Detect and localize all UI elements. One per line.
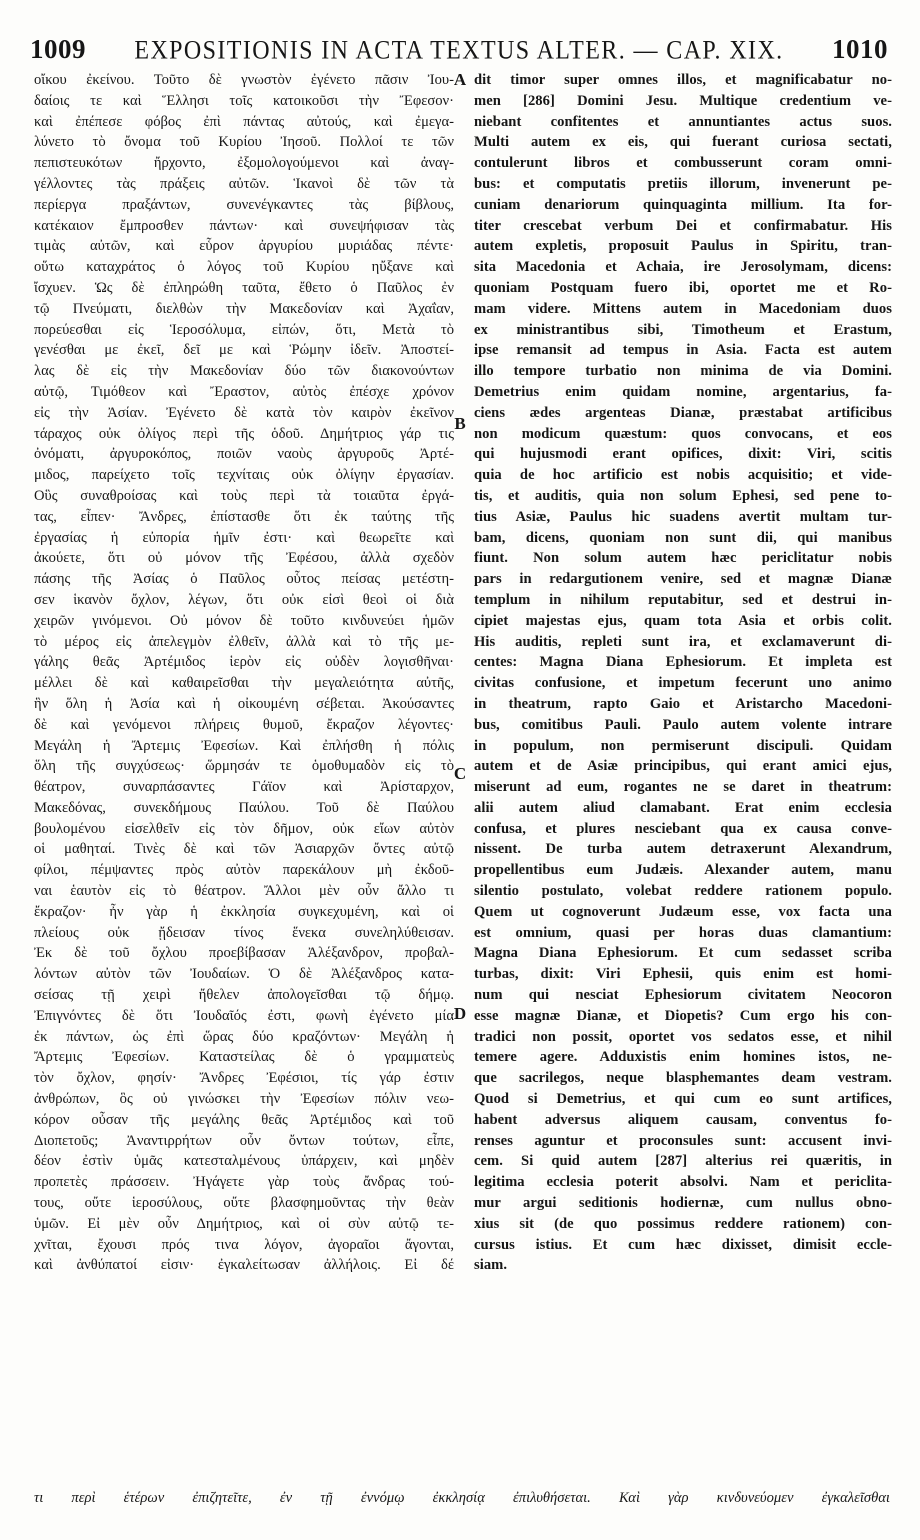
latin-text-line: num qui nesciat Ephesiorum civitatem Neocoron — [474, 987, 892, 1004]
greek-text-line: πεπιστευκότων ἤρχοντο, ἐξομολογούμενοι καὶ ἀναγ- — [34, 155, 454, 172]
latin-text-line: ex ministrantibus sibi, Timotheum et Erastum, — [474, 321, 892, 338]
latin-text-line: dit timor super omnes illos, et magnificabatur no- — [474, 72, 892, 88]
latin-text-line: bam, dicens, quoniam non sunt dii, qui manibus — [474, 529, 892, 546]
greek-text-line: φίλοι, πέμψαντες πρὸς αὐτὸν παρεκάλουν μὴ ἐκδοῦ- — [34, 862, 454, 879]
running-head — [30, 34, 888, 70]
greek-text-line: ἀκούετε, ὅτι οὐ μόνον τῆς Ἐφέσου, ἀλλὰ σχεδὸν — [34, 550, 454, 567]
greek-text-line: ὀνόματι, ἀργυροκόπος, ποιῶν ναοὺς ἀργυροῦς Ἀρτέ- — [34, 446, 454, 463]
greek-text-column — [34, 70, 454, 1276]
latin-text-line: autem expletis, proposuit Paulus in Spiritu, tran- — [474, 238, 892, 255]
greek-text-line: εἰς τὴν Ἀσίαν. Ἐγένετο δὲ κατὰ τὸν καιρὸν ἐκεῖνον — [34, 404, 454, 421]
greek-text-line: τὸ μέρος εἰς ἀπελεγμὸν ἐλθεῖν, ἀλλὰ καὶ τὸ τῆς με- — [34, 633, 454, 650]
latin-text-line: Quod si Demetrius, et qui cum eo sunt artifices, — [474, 1091, 892, 1108]
latin-text-line: bus: et computatis pretiis illorum, invenerunt pe- — [474, 175, 892, 192]
greek-text-line: ὑμῶν. Εἰ μὲν οὖν Δημήτριος, καὶ οἱ σὺν αὐτῷ τε- — [34, 1215, 454, 1232]
latin-text-line: renses aguntur et proconsules sunt: accusent invi- — [474, 1132, 892, 1149]
right-page-number: 1010 — [831, 34, 888, 64]
greek-text-line: λόντων αὐτὸν τῶν Ἰουδαίων. Ὁ δὲ Ἀλέξανδρος κατα- — [34, 966, 454, 983]
latin-text-line: xius sit (de quo possimus reddere rationem) con- — [474, 1215, 892, 1232]
latin-text-line: sita Macedonia et Achaia, ire Jerosolymam, dicens: — [474, 259, 892, 276]
left-page-number: 1009 — [30, 34, 86, 64]
greek-text-line: οὕτω καταχράτος ὁ λόγος τοῦ Κυρίου ηὔξανε καὶ — [34, 259, 454, 276]
footer-greek-line: τι περὶ ἑτέρων ἐπιζητεῖτε, ἐν τῇ ἐννόμῳ ἐκκλησίᾳ ἐπιλυθήσεται. Καὶ γὰρ κινδυνεύομεν ἐγκαλεῖσθαι — [34, 1490, 890, 1506]
latin-text-line: temere agere. Adduxistis enim homines istos, ne- — [474, 1049, 892, 1066]
greek-text-line: Οὓς συναθροίσας καὶ τοὺς περὶ τὰ τοιαῦτα ἐργά- — [34, 487, 454, 504]
latin-text-line: quia de hoc artificio est nobis acquisitio; et vide- — [474, 467, 892, 484]
latin-text-line: pars in redargutionem venire, sed et magnæ Dianæ — [474, 571, 892, 588]
greek-text-line: ἣν ὅλη ἡ Ἀσία καὶ ἡ οἰκουμένη σέβεται. Ἀκούσαντες — [34, 695, 454, 712]
latin-text-line: His auditis, repleti sunt ira, et exclamaverunt di- — [474, 633, 892, 650]
latin-text-line: Quem ut cognoverunt Judæum esse, vox facta una — [474, 903, 892, 920]
latin-text-line: tradici non possit, oportet vos sedatos esse, et nihil — [474, 1028, 892, 1045]
latin-text-line: quoniam Postquam fuero ibi, oportet me et Ro- — [474, 279, 892, 296]
latin-text-line: qui hujusmodi erant opifices, dixit: Viri, scitis — [474, 446, 892, 463]
greek-text-line: Ἐκ δὲ τοῦ ὄχλου προεβίβασαν Ἀλέξανδρον, προβαλ- — [34, 945, 454, 962]
greek-text-line: γενέσθαι με ἐκεῖ, δεῖ με καὶ Ῥώμην ἰδεῖν. Ἀποστεί- — [34, 342, 454, 359]
greek-text-line: γέλλοντες τὰς πράξεις αὐτῶν. Ἱκανοὶ δὲ τῶν τὰ — [34, 175, 454, 192]
greek-text-line: ὅλη τῆς συγχύσεως· ὥρμησάν τε ὁμοθυμαδὸν εἰς τὸ — [34, 758, 454, 775]
latin-text-line: in theatrum, rapto Gaio et Aristarcho Macedoni- — [474, 695, 892, 712]
latin-text-line: ipse remansit ad tempus in Asia. Facta est autem — [474, 342, 892, 359]
latin-text-line: Magna Diana Ephesiorum. Et cum sedasset scriba — [474, 945, 892, 962]
greek-text-line: τῷ Πνεύματι, διελθὼν τὴν Μακεδονίαν καὶ Ἀχαΐαν, — [34, 300, 454, 317]
latin-text-line: autem et de Asiæ principibus, qui erant amici ejus, — [474, 758, 892, 775]
greek-text-line: πλείους οὐκ ᾔδεισαν τίνος ἕνεκα συνεληλύθεισαν. — [34, 924, 454, 941]
greek-text-line: δέον ἐστὶν ὑμᾶς κατεσταλμένους ὑπάρχειν, καὶ μηδὲν — [34, 1153, 454, 1170]
greek-text-line: δαίοις τε καὶ Ἕλλησι τοῖς κατοικοῦσι τὴν Ἔφεσον· — [34, 92, 454, 109]
latin-text-column — [474, 70, 892, 1276]
greek-text-line: Μεγάλη ἡ Ἄρτεμις Ἐφεσίων. Καὶ ἐπλήσθη ἡ πόλις — [34, 737, 454, 754]
greek-text-line: ἴσχυεν. Ὡς δὲ ἐπληρώθη ταῦτα, ἔθετο ὁ Παῦλος ἐν — [34, 279, 454, 296]
latin-text-line: silentio postulato, volebat reddere rationem populo. — [474, 883, 892, 900]
latin-text-line: propellentibus eum Judæis. Alexander autem, manu — [474, 862, 892, 879]
greek-text-line: αὐτῷ, Τιμόθεον καὶ Ἔραστον, αὐτὸς ἐπέσχε χρόνον — [34, 383, 454, 400]
latin-text-line: titer crescebat verbum Dei et confirmabatur. His — [474, 217, 892, 234]
latin-text-line: legitima ecclesia poterit absolvi. Nam et periclita- — [474, 1174, 892, 1191]
greek-text-line: τας, εἶπεν· Ἄνδρες, ἐπίστασθε ὅτι ἐκ ταύτης τῆς — [34, 508, 454, 525]
section-marker-b: B — [454, 414, 466, 433]
section-marker-c: C — [453, 764, 467, 783]
greek-text-line: Μακεδόνας, συνεκδήμους Παύλου. Τοῦ δὲ Παύλου — [34, 799, 454, 816]
greek-text-line: προπετὲς πράσσειν. Ἠγάγετε γὰρ τοὺς ἄνδρας τού- — [34, 1174, 454, 1191]
latin-text-line: Demetrius enim quidam nomine, argentarius, fa- — [474, 383, 892, 400]
latin-text-line: tius Asiæ, Paulus hic suadens avertit multam tur- — [474, 508, 892, 525]
latin-text-line: niebant confitentes et annuntiantes actus suos. — [474, 113, 892, 130]
greek-text-line: περίεργα πραξάντων, συνενέγκαντες τὰς βίβλους, — [34, 196, 454, 213]
greek-text-line: ἔκραζον· ἦν γὰρ ἡ ἐκκλησία συγκεχυμένη, καὶ οἱ — [34, 903, 454, 920]
latin-text-line: cursus istius. Et cum hæc dixisset, dimisit eccle- — [474, 1236, 892, 1253]
greek-text-line: γάλης θεᾶς Ἀρτέμιδος ἱερὸν εἰς οὐδὲν λογισθῆναι· — [34, 654, 454, 671]
latin-text-line: cuniam denariorum quinquaginta millium. Ita for- — [474, 196, 892, 213]
latin-text-line: fiunt. Non solum autem hæc periclitatur nobis — [474, 550, 892, 567]
section-marker-a: A — [453, 70, 467, 89]
greek-text-line: τὸν ὄχλον, φησίν· Ἄνδρες Ἐφέσιοι, τίς γάρ ἐστιν — [34, 1070, 454, 1087]
greek-text-line: χειρῶν γινόμενοι. Οὐ μόνον δὲ τοῦτο κινδυνεύει ἡμῶν — [34, 612, 454, 629]
greek-text-line: τιμὰς αὐτῶν, καὶ εὗρον ἀργυρίου μυριάδας πέντε· — [34, 238, 454, 255]
latin-text-line: nissent. De turba autem detraxerunt Alexandrum, — [474, 841, 892, 858]
latin-text-line: que sacrilegos, neque blasphemantes deam vestram. — [474, 1070, 892, 1087]
greek-text-line: θέατρον, συναρπάσαντες Γάϊον καὶ Ἀρίσταρχον, — [34, 779, 454, 796]
latin-text-line: contulerunt libros et combusserunt coram omni- — [474, 155, 892, 172]
greek-text-line: Ἐπιγνόντες δὲ ὅτι Ἰουδαῖός ἐστι, φωνὴ ἐγένετο μία — [34, 1007, 454, 1024]
latin-text-line: cem. Si quid autem [287] alterius rei quæritis, in — [474, 1153, 892, 1170]
latin-text-line: bus, comitibus Pauli. Paulo autem volente intrare — [474, 716, 892, 733]
greek-text-line: τους, οὔτε ἱεροσύλους, οὔτε βλασφημοῦντας τὴν θεὰν — [34, 1195, 454, 1212]
latin-text-line: mur argui seditionis hodiernæ, cum nullus obno- — [474, 1195, 892, 1212]
latin-text-line: civitas confusione, et impetum fecerunt uno animo — [474, 675, 892, 692]
greek-text-line: οἴκου ἐκείνου. Τοῦτο δὲ γνωστὸν ἐγένετο πᾶσιν Ἰου- — [34, 72, 454, 88]
latin-text-line: tis, et auditis, quia non solum Ephesi, sed pene to- — [474, 487, 892, 504]
greek-text-line: χνῖται, ἔχουσι πρός τινα λόγον, ἀγοραῖοι ἄγονται, — [34, 1236, 454, 1253]
latin-text-line: mam videre. Mittens autem in Macedoniam duos — [474, 300, 892, 317]
latin-text-line: illo tempore turbatio non minima de via Domini. — [474, 363, 892, 380]
greek-text-line: ναι ἑαυτὸν εἰς τὸ θέατρον. Ἄλλοι μὲν οὖν ἄλλο τι — [34, 883, 454, 900]
greek-text-line: Ἄρτεμις Ἐφεσίων. Καταστείλας δὲ ὁ γραμματεὺς — [34, 1049, 454, 1066]
section-marker-d: D — [453, 1004, 467, 1023]
latin-text-line: ciens ædes argenteas Dianæ, præstabat artificibus — [474, 404, 892, 421]
latin-text-line: turbas, dixit: Viri Ephesii, quis enim est homi- — [474, 966, 892, 983]
latin-text-line: confusa, et plures nesciebant qua ex causa conve- — [474, 820, 892, 837]
greek-text-line: σείσας τῇ χειρὶ ἤθελεν ἀπολογεῖσθαι τῷ δήμῳ. — [34, 987, 454, 1004]
greek-text-line: τάραχος οὐκ ὀλίγος περὶ τῆς ὁδοῦ. Δημήτριος γάρ τις — [34, 425, 454, 442]
latin-text-line: in populum, non permiserunt discipuli. Quidam — [474, 737, 892, 754]
latin-text-line: miserunt ad eum, rogantes ne se daret in theatrum: — [474, 779, 892, 796]
greek-text-line: δὲ καὶ γενόμενοι πλήρεις θυμοῦ, ἔκραζον λέγοντες· — [34, 716, 454, 733]
greek-text-line: ἐκ πάντων, ὡς ἐπὶ ὥρας δύο κραζόντων· Μεγάλη ἡ — [34, 1028, 454, 1045]
greek-text-line: λας δὲ εἰς τὴν Μακεδονίαν δύο τῶν διακονούντων — [34, 363, 454, 380]
running-title: EXPOSITIONIS IN ACTA TEXTUS ALTER. — CAP. XIX. — [134, 36, 784, 65]
greek-text-line: ἀνθρώπων, ὃς οὐ γινώσκει τὴν Ἐφεσίων πόλιν νεω- — [34, 1091, 454, 1108]
greek-text-line: καὶ ἀνθύπατοί εἰσιν· ἐγκαλείτωσαν ἀλλήλοις. Εἰ δέ — [34, 1257, 454, 1274]
greek-text-line: Διοπετοῦς; Ἀναντιρρήτων οὖν ὄντων τούτων, εἶπε, — [34, 1132, 454, 1149]
greek-text-line: πορεύεσθαι εἰς Ἱεροσόλυμα, εἰπών, ὅτι, Μετὰ τὸ — [34, 321, 454, 338]
greek-text-line: κόρον οὖσαν τῆς μεγάλης θεᾶς Ἀρτέμιδος καὶ τοῦ — [34, 1111, 454, 1128]
greek-text-line: μιδος, παρείχετο τοῖς τεχνίταις οὐκ ὀλίγην ἐργασίαν. — [34, 467, 454, 484]
greek-text-line: μέλλει δὲ καὶ καθαιρεῖσθαι τὴν μεγαλειότητα αὐτῆς, — [34, 675, 454, 692]
latin-text-line: Multi autem ex eis, qui fuerant curiosa sectati, — [474, 134, 892, 151]
greek-text-line: καὶ ἐπέπεσε φόβος ἐπὶ πάντας αὐτούς, καὶ ἐμεγα- — [34, 113, 454, 130]
latin-text-line: templum in nihilum reputabitur, sed et destrui in- — [474, 591, 892, 608]
greek-text-line: σεν ἱκανὸν ὄχλον, λέγων, ὅτι οὐκ εἰσὶ θεοὶ οἱ διὰ — [34, 591, 454, 608]
latin-text-line: non modicum quæstum: quos convocans, et eos — [474, 425, 892, 442]
greek-text-line: ἐργασίας ἡ εὐπορία ἡμῖν ἐστι· καὶ θεωρεῖτε καὶ — [34, 529, 454, 546]
latin-text-line: cipiet majestas ejus, quam tota Asia et orbis colit. — [474, 612, 892, 629]
greek-text-line: οἱ μαθηταί. Τινὲς δὲ καὶ τῶν Ἀσιαρχῶν ὄντες αὐτῷ — [34, 841, 454, 858]
greek-text-line: κατέκαιον ἔμπροσθεν πάντων· καὶ συνεψήφισαν τὰς — [34, 217, 454, 234]
latin-text-line: siam. — [474, 1257, 508, 1274]
greek-text-line: λύνετο τὸ ὄνομα τοῦ Κυρίου Ἰησοῦ. Πολλοί τε τῶν — [34, 134, 454, 151]
greek-text-line: πάσης τῆς Ἀσίας ὁ Παῦλος οὗτος πείσας μετέστη- — [34, 571, 454, 588]
latin-text-line: men [286] Domini Jesu. Multique credentium ve- — [474, 92, 892, 109]
latin-text-line: centes: Magna Diana Ephesiorum. Et impleta est — [474, 654, 892, 671]
latin-text-line: est omnium, quasi per horas duas clamantium: — [474, 924, 892, 941]
latin-text-line: habent adversus aliquem causam, conventus fo- — [474, 1111, 892, 1128]
latin-text-line: alii autem aliud clamabant. Erat enim ecclesia — [474, 799, 892, 816]
greek-text-line: βουλομένου εἰσελθεῖν εἰς τὸν δῆμον, οὐκ εἴων αὐτὸν — [34, 820, 454, 837]
latin-text-line: esse magnæ Dianæ, et Diopetis? Cum ergo his con- — [474, 1007, 892, 1024]
